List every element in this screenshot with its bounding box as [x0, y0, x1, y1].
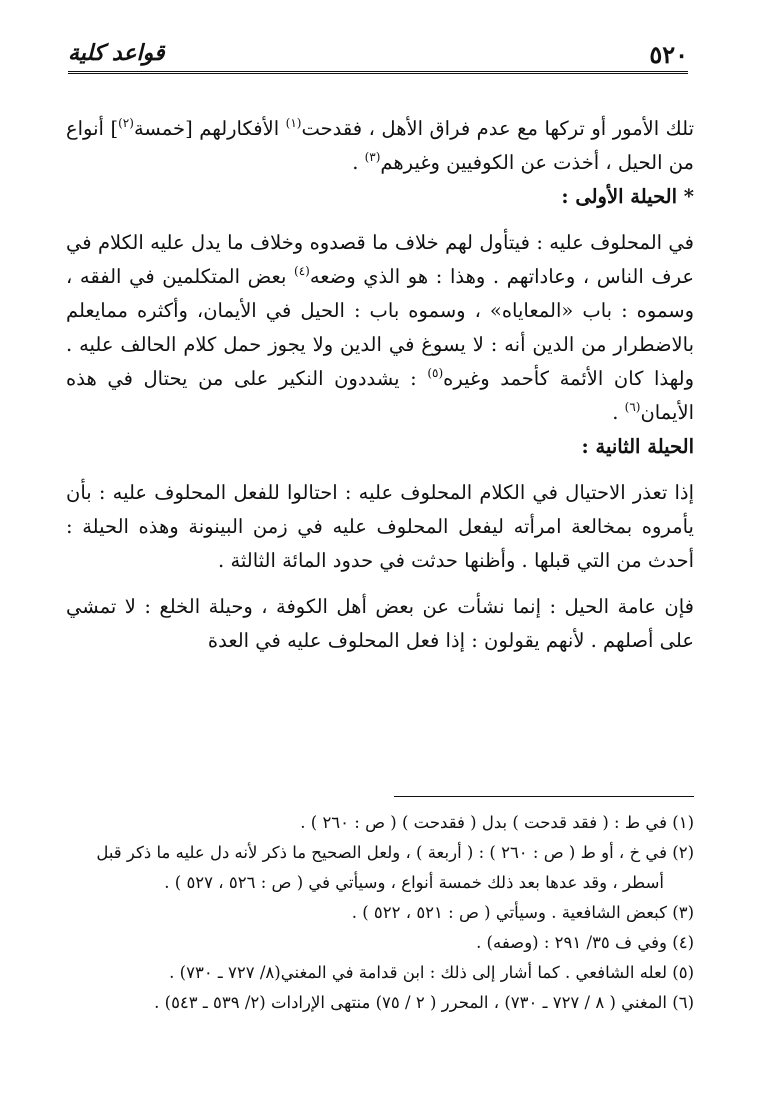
intro-period: . [352, 151, 359, 174]
intro-text-3: أنواع من الحيل ، أخذت عن الكوفيين وغيرهم [66, 117, 694, 174]
footnote-ref-4[interactable]: (٤) [294, 264, 310, 278]
footnote-2-continued: أسطر ، وقد عدها بعد ذلك خمسة أنواع ، وسيأتي في ( ص : ٥٢٦ ، ٥٢٧ ) . [164, 873, 664, 892]
main-text [66, 112, 694, 658]
footnote-6: (٦) المغني ( ٨ / ٧٢٧ ـ ٧٣٠) ، المحرر ( ٢ / ٧٥) منتهى الإرادات (٢/ ٥٣٩ ـ ٥٤٣) . [154, 993, 694, 1012]
intro-paragraph [66, 112, 694, 180]
paragraph-first-trick [66, 226, 694, 430]
footnote-ref-3[interactable]: (٣) [364, 150, 381, 164]
closing-bracket: ] [110, 117, 119, 140]
para1-part3: : يشددون النكير على من يحتال في هذه الأيمان [66, 367, 694, 424]
paragraph-kufa: فإن عامة الحيل : إنما نشأت عن بعض أهل الكوفة ، وحيلة الخلع : لا تمشي على أصلهم . لأنهم يقولون : إذا فعل المحلوف عليه في العدة [66, 595, 694, 652]
para1-part1: في المحلوف عليه : فيتأول لهم خلاف ما قصدوه وخلاف ما يدل عليه الكلام في عرف الناس ، وعاداتهم . وهذا : هو الذي وضعه [66, 231, 694, 288]
footnotes [66, 808, 694, 1018]
para1-part4: . [612, 401, 619, 424]
page-number: ٥٢٠ [649, 40, 688, 69]
footnote-2: (٢) في خ ، أو ط ( ص : ٢٦٠ ) : ( أربعة ) ، ولعل الصحيح ما ذكر لأنه دل عليه ما ذكر قبل [96, 843, 694, 862]
footnote-5: (٥) لعله الشافعي . كما أشار إلى ذلك : ابن قدامة في المغني(٨/ ٧٢٧ ـ ٧٣٠) . [169, 963, 694, 982]
section-heading-first: * الحيلة الأولى : [561, 185, 694, 208]
footnote-3: (٣) كبعض الشافعية . وسيأتي ( ص : ٥٢١ ، ٥٢٢ ) . [351, 903, 694, 922]
intro-text-2: الأفكارلهم [خمسة [133, 117, 280, 140]
footnote-1: (١) في ط : ( فقد قدحت ) بدل ( فقدحت ) ( ص : ٢٦٠ ) . [300, 813, 694, 832]
footnote-ref-1[interactable]: (١) [285, 116, 302, 130]
para1-part2: بعض المتكلمين في الفقه ، وسموه : باب «المعاياه» ، وسموه باب : الحيل في الأيمان، وأكثره ممايعلم بالاضطرار من الدين أنه : لا يسوغ في الدين ولا يجوز حمل كلام الحالف عليه . ولهذا كان الأئمة كأحمد وغيره [66, 265, 695, 390]
page-header [68, 38, 688, 74]
footnote-ref-2[interactable]: (٢) [118, 116, 134, 130]
intro-text-1: تلك الأمور أو تركها مع عدم فراق الأهل ، فقدحت [301, 117, 694, 140]
footnote-ref-5[interactable]: (٥) [427, 366, 444, 380]
section-heading-second: الحيلة الثانية : [581, 435, 694, 458]
paragraph-second-trick: إذا تعذر الاحتيال في الكلام المحلوف عليه : احتالوا للفعل المحلوف عليه : بأن يأمروه بمخالعة امرأته ليفعل المحلوف عليه في زمن البينونة وهذه الحيلة : أحدث من التي قبلها . وأظنها حدثت في حدود المائة الثالثة . [66, 481, 694, 572]
running-title: قواعد كلية [68, 40, 165, 66]
footnote-4: (٤) وفي ف ٣٥/ ٢٩١ : (وصفه) . [476, 933, 694, 952]
header-rule [68, 71, 688, 74]
footnote-separator [394, 796, 694, 797]
footnote-ref-6[interactable]: (٦) [624, 400, 641, 414]
